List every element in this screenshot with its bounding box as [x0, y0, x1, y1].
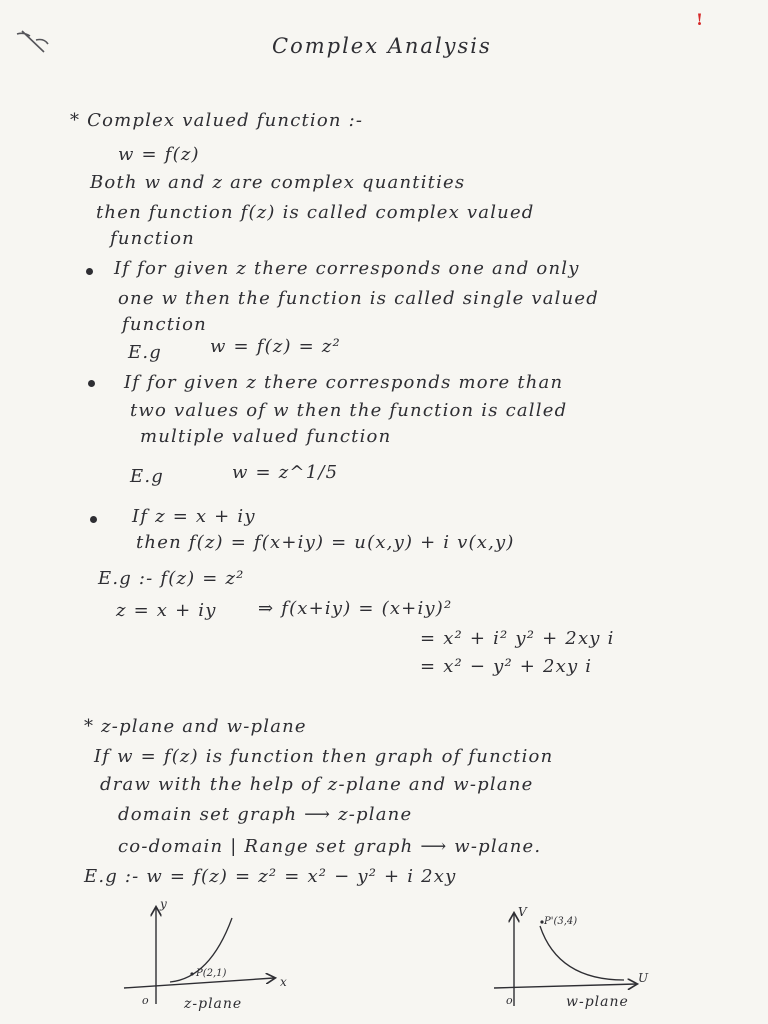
equation-w-fz: w = f(z)	[118, 144, 200, 165]
page-title: Complex Analysis	[272, 34, 492, 58]
example-line: ⇒ f(x+iy) = (x+iy)²	[258, 598, 453, 619]
text-line: draw with the help of z-plane and w-plane	[100, 774, 534, 795]
text-line: If z = x + iy	[132, 506, 256, 527]
w-u-label: U	[638, 971, 649, 985]
w-v-label: V	[518, 905, 527, 919]
example-line: z = x + iy	[116, 600, 217, 621]
z-y-label: y	[160, 897, 167, 911]
z-x-axis	[124, 978, 274, 988]
bullet-point	[88, 380, 95, 387]
z-plane-graph	[110, 896, 310, 1021]
text-line: If for given z there corresponds one and only	[114, 258, 580, 279]
text-line: Both w and z are complex quantities	[90, 172, 466, 193]
section-heading-complex-valued: * Complex valued function :-	[70, 110, 364, 131]
w-caption: w-plane	[566, 994, 629, 1010]
section-heading-planes: * z-plane and w-plane	[84, 716, 307, 737]
text-line: function	[122, 314, 207, 335]
w-curve	[540, 926, 624, 980]
example-equation: w = f(z) = z²	[210, 336, 341, 357]
corner-scribble	[14, 28, 54, 58]
z-point	[190, 972, 193, 975]
bullet-point	[90, 516, 97, 523]
z-x-label: x	[280, 975, 287, 989]
w-plane-graph	[488, 902, 668, 1020]
text-line: multiple valued function	[140, 426, 392, 447]
w-point-label: P'(3,4)	[544, 916, 578, 927]
bullet-point	[86, 268, 93, 275]
text-line: then f(z) = f(x+iy) = u(x,y) + i v(x,y)	[136, 532, 515, 553]
example-label: E.g	[128, 342, 162, 363]
text-line: one w then the function is called single valued	[118, 288, 599, 309]
z-caption: z-plane	[184, 996, 243, 1012]
text-line: two values of w then the function is called	[130, 400, 568, 421]
example-line: E.g :- f(z) = z²	[98, 568, 245, 589]
example-line: = x² + i² y² + 2xy i	[420, 628, 615, 649]
z-origin-label: o	[142, 994, 149, 1007]
example-line: = x² − y² + 2xy i	[420, 656, 593, 677]
text-line: domain set graph ⟶ z-plane	[118, 804, 413, 825]
example-equation: w = z^1/5	[232, 462, 339, 483]
text-line: then function f(z) is called complex valued	[96, 202, 535, 223]
text-line: co-domain | Range set graph ⟶ w-plane.	[118, 836, 542, 857]
red-margin-mark: !	[696, 10, 705, 29]
z-point-label: P(2,1)	[196, 968, 227, 979]
example-label: E.g	[130, 466, 164, 487]
w-u-axis	[494, 984, 636, 988]
w-origin-label: o	[506, 994, 513, 1007]
text-line: If w = f(z) is function then graph of function	[94, 746, 554, 767]
text-line: function	[110, 228, 195, 249]
text-line: If for given z there corresponds more than	[124, 372, 564, 393]
example-line: E.g :- w = f(z) = z² = x² − y² + i 2xy	[84, 866, 457, 887]
